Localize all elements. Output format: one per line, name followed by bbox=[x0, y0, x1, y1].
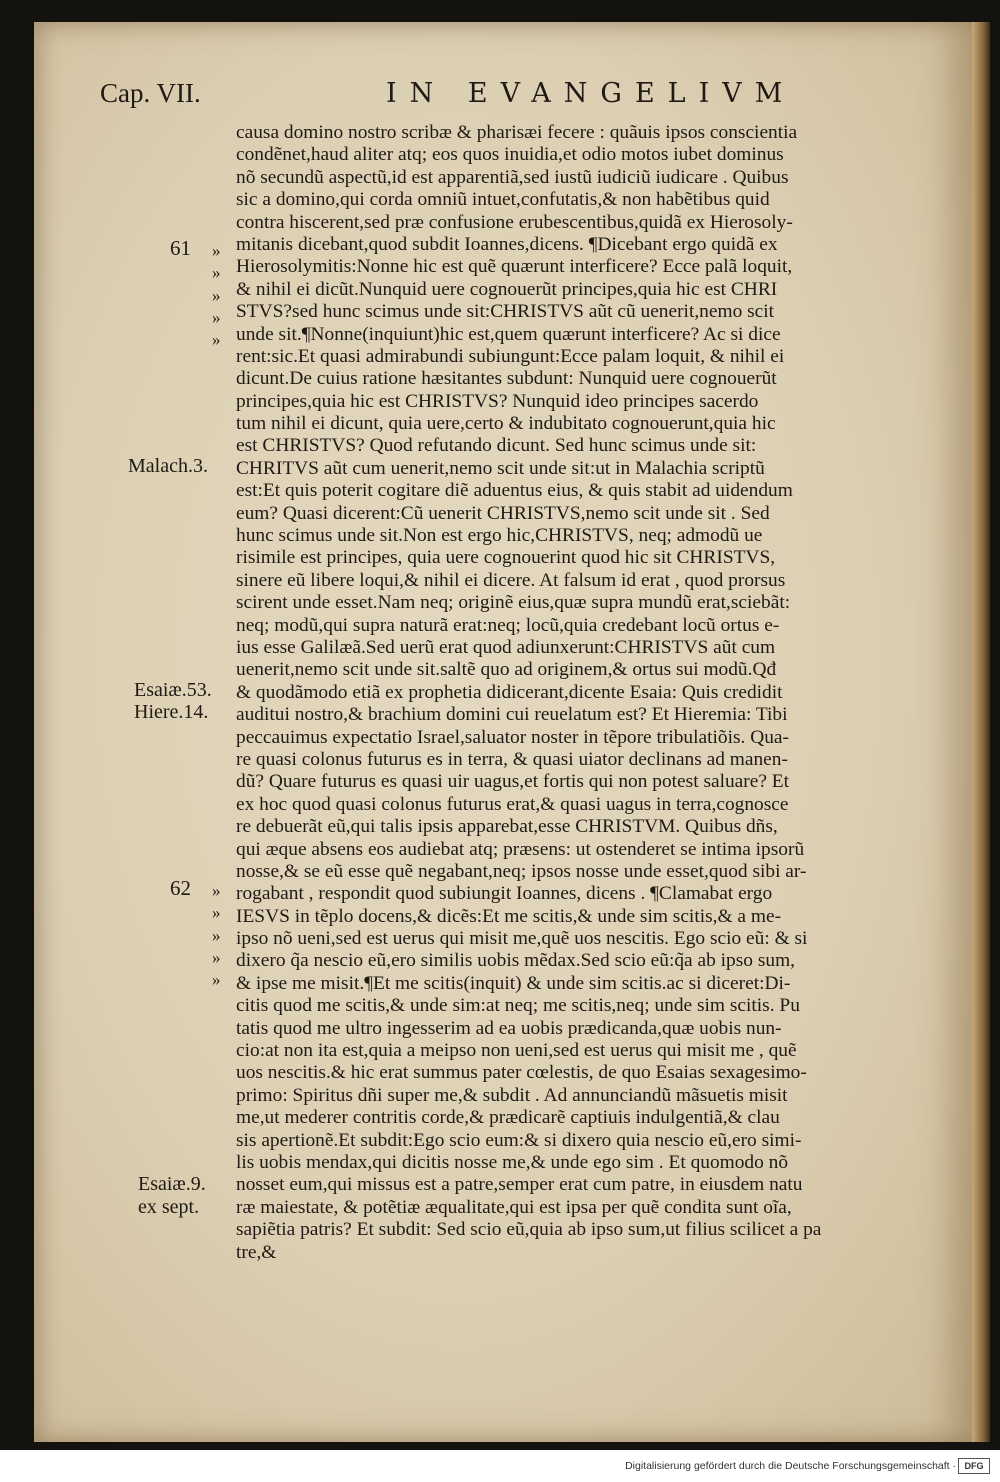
text-line: sis apertionẽ.Et subdit:Ego scio eum:& si dixero quia nescio eũ,ero simi- bbox=[236, 1129, 802, 1151]
text-line: STVS?sed hunc scimus unde sit:CHRISTVS aũt cũ uenerit,nemo scit bbox=[236, 301, 775, 323]
text-line: risimile est principes, quia uere cognouerint quod hic sit CHRISTVS, bbox=[236, 547, 776, 569]
text-line: causa domino nostro scribæ & pharisæi fecere : quãuis ipsos conscientia bbox=[236, 122, 798, 143]
body-text bbox=[236, 122, 956, 1264]
text-line: tum nihil ei dicunt, quia uere,certo & indubitato cognouerunt,quia hic bbox=[236, 413, 776, 435]
text-line: dũ? Quare futurus es quasi uir uagus,et fortis qui non potest saluare? Et bbox=[236, 771, 790, 793]
text-line: unde sit.¶Nonne(inquiunt)hic est,quem quærunt interficere? Ac si dice bbox=[236, 323, 781, 345]
text-line: qui æque absens eos audiebat atq; præsens: ut ostenderet se intima ipsorũ bbox=[236, 838, 805, 860]
text-line: rogabant , respondit quod subiungit Ioannes, dicens . ¶Clamabat ergo bbox=[236, 883, 773, 905]
text-line: peccauimus expectatio Israel,saluator noster in tẽpore tribulatiõis. Qua- bbox=[236, 726, 789, 748]
text-line: & quodãmodo etiã ex prophetia didicerant,dicente Esaia: Quis credidit bbox=[236, 681, 783, 703]
quote-mark: » bbox=[212, 330, 221, 349]
quote-mark: » bbox=[212, 903, 221, 922]
text-line: & ipse me misit.¶Et me scitis(inquit) & unde sim scitis.ac si diceret:Di- bbox=[236, 972, 791, 994]
page-edge bbox=[972, 22, 990, 1442]
text-line: IESVS in tẽplo docens,& dicẽs:Et me scitis,& unde sim scitis,& a me- bbox=[236, 905, 782, 927]
text-line: primo: Spiritus dñi super me,& subdit . Ad annunciandũ mãsuetis misit bbox=[236, 1084, 788, 1106]
text-line: auditui nostro,& brachium domini cui reuelatum est? Et Hieremia: Tibi bbox=[236, 704, 788, 726]
text-line: lis uobis mendax,qui dicitis nosse me,& unde ego sim . Et quomodo nõ bbox=[236, 1151, 789, 1173]
margin-note-esaiae-53: Esaiæ.53. bbox=[134, 679, 212, 701]
quote-mark: » bbox=[212, 926, 221, 945]
text-line: uos nescitis.& hic erat summus pater cœlestis, de quo Esaias sexagesimo- bbox=[236, 1062, 807, 1084]
quote-mark: » bbox=[212, 970, 221, 989]
text-line: nosset eum,qui missus est a patre,semper erat cum patre, in eiusdem natu bbox=[236, 1174, 803, 1196]
text-line: est:Et quis poterit cogitare diẽ aduentus eius, & quis stabit ad uidendum bbox=[236, 480, 793, 502]
text-line: cio:at non ita est,quia a meipso non ueni,sed est uerus qui misit me , quẽ bbox=[236, 1040, 797, 1062]
text-line: sinere eũ libere loqui,& nihil ei dicere. At falsum id erat , quod prorsus bbox=[236, 569, 786, 591]
margin-note-esaiae-9: Esaiæ.9. bbox=[138, 1173, 206, 1195]
margin-note-malach: Malach.3. bbox=[128, 455, 208, 477]
text-line: sapiẽtia patris? Et subdit: Sed scio eũ,quia ab ipso sum,ut filius scilicet a pa bbox=[236, 1219, 822, 1241]
text-line: CHRITVS aũt cum uenerit,nemo scit unde sit:ut in Malachia scriptũ bbox=[236, 457, 765, 479]
text-line: ex hoc quod quasi colonus futurus erat,& quasi uagus in terra,cognosce bbox=[236, 793, 789, 815]
text-line: ipso nõ ueni,sed est uerus qui misit me,quẽ uos nescitis. Ego scio eũ: & si bbox=[236, 928, 808, 950]
quote-mark: » bbox=[212, 286, 221, 305]
margin-note-hiere-14: Hiere.14. bbox=[134, 701, 209, 723]
text-line: principes,quia hic est CHRISTVS? Nunquid ideo principes sacerdo bbox=[236, 390, 759, 412]
text-line: ius esse Galilæã.Sed uerũ erat quod adiunxerunt:CHRISTVS aũt cum bbox=[236, 636, 776, 658]
text-line: & nihil ei dicũt.Nunquid uere cognouerũt principes,quia hic est CHRI bbox=[236, 278, 778, 300]
text-line: nosse,& se eũ esse quẽ negabant,neq; ipsos nosse unde esset,quod sibi ar- bbox=[236, 860, 807, 882]
text-line: nõ secundũ aspectũ,id est apparentiã,sed iustũ iudiciũ iudicare . Quibus bbox=[236, 166, 789, 188]
text-line: Hierosolymitis:Nonne hic est quẽ quærunt interficere? Ecce palã loquit, bbox=[236, 256, 793, 278]
text-line: tre,& bbox=[236, 1241, 277, 1263]
verse-number-62: 62 bbox=[170, 876, 191, 900]
text-line: hunc scimus unde sit.Non est ergo hic,CHRISTVS, neq; admodũ ue bbox=[236, 525, 763, 547]
quote-mark: » bbox=[212, 241, 221, 260]
margin-note-ex-sept: ex sept. bbox=[138, 1196, 200, 1218]
quote-mark: » bbox=[212, 263, 221, 282]
text-line: tatis quod me ultro ingesserim ad ea uobis prædicanda,quæ uobis nun- bbox=[236, 1017, 782, 1039]
text-line: re debuerãt eũ,qui talis ipsis apparebat,esse CHRISTVM. Quibus dñs, bbox=[236, 816, 778, 838]
footer bbox=[0, 1450, 1000, 1482]
dfg-logo: DFG bbox=[958, 1458, 990, 1474]
text-line: re quasi colonus futurus es in terra, & quasi uiator declinans ad manen- bbox=[236, 748, 788, 770]
footer-credit: Digitalisierung gefördert durch die Deutsche Forschungsgemeinschaft · bbox=[625, 1460, 956, 1472]
verse-number-61: 61 bbox=[170, 236, 191, 260]
text-line: citis quod me scitis,& unde sim:at neq; me scitis,neq; unde sim scitis. Pu bbox=[236, 995, 800, 1017]
text-line: est CHRISTVS? Quod refutando dicunt. Sed hunc scimus unde sit: bbox=[236, 435, 757, 457]
running-title: IN EVANGELIVM bbox=[386, 78, 796, 109]
chapter-label: Cap. VII. bbox=[100, 78, 201, 108]
text-line: neq; modũ,qui supra naturã erat:neq; locũ,quia credebant locũ ortus e- bbox=[236, 614, 780, 636]
quote-mark: » bbox=[212, 881, 221, 900]
text-line: mitanis dicebant,quod subdit Ioannes,dicens. ¶Dicebant ergo quidã ex bbox=[236, 233, 778, 255]
text-line: me,ut mederer contritis corde,& prædicarẽ captiuis indulgentiã,& clau bbox=[236, 1107, 780, 1129]
quote-mark: » bbox=[212, 948, 221, 967]
text-line: dicunt.De cuius ratione hæsitantes subdunt: Nunquid uere cognouerũt bbox=[236, 368, 777, 390]
text-line: condẽnet,haud aliter atq; eos quos inuidia,et odio motos iubet dominus bbox=[236, 144, 784, 166]
text-line: rent:sic.Et quasi admirabundi subiungunt:Ecce palam loquit, & nihil ei bbox=[236, 345, 785, 367]
text-line: sic a domino,qui corda omniũ intuet,confutatis,& non habẽtibus quid bbox=[236, 189, 770, 211]
text-line: eum? Quasi dicerent:Cũ uenerit CHRISTVS,nemo scit unde sit . Sed bbox=[236, 502, 770, 524]
text-line: ræ maiestate, & potẽtiæ æqualitate,qui est ipsa per quẽ condita sunt oĩa, bbox=[236, 1196, 792, 1218]
text-line: uenerit,nemo scit unde sit.saltẽ quo ad originem,& ortus sui modũ.Qđ bbox=[236, 659, 777, 681]
text-line: contra hiscerent,sed præ confusione erubescentibus,quidã ex Hierosoly- bbox=[236, 211, 793, 233]
text-line: scirent unde esset.Nam neq; originẽ eius,quæ supra mundũ erat,sciebãt: bbox=[236, 592, 791, 614]
text-line: dixero q̃a nescio eũ,ero similis uobis mẽdax.Sed scio eũ:q̃a ab ipso sum, bbox=[236, 950, 795, 972]
quote-mark: » bbox=[212, 308, 221, 327]
